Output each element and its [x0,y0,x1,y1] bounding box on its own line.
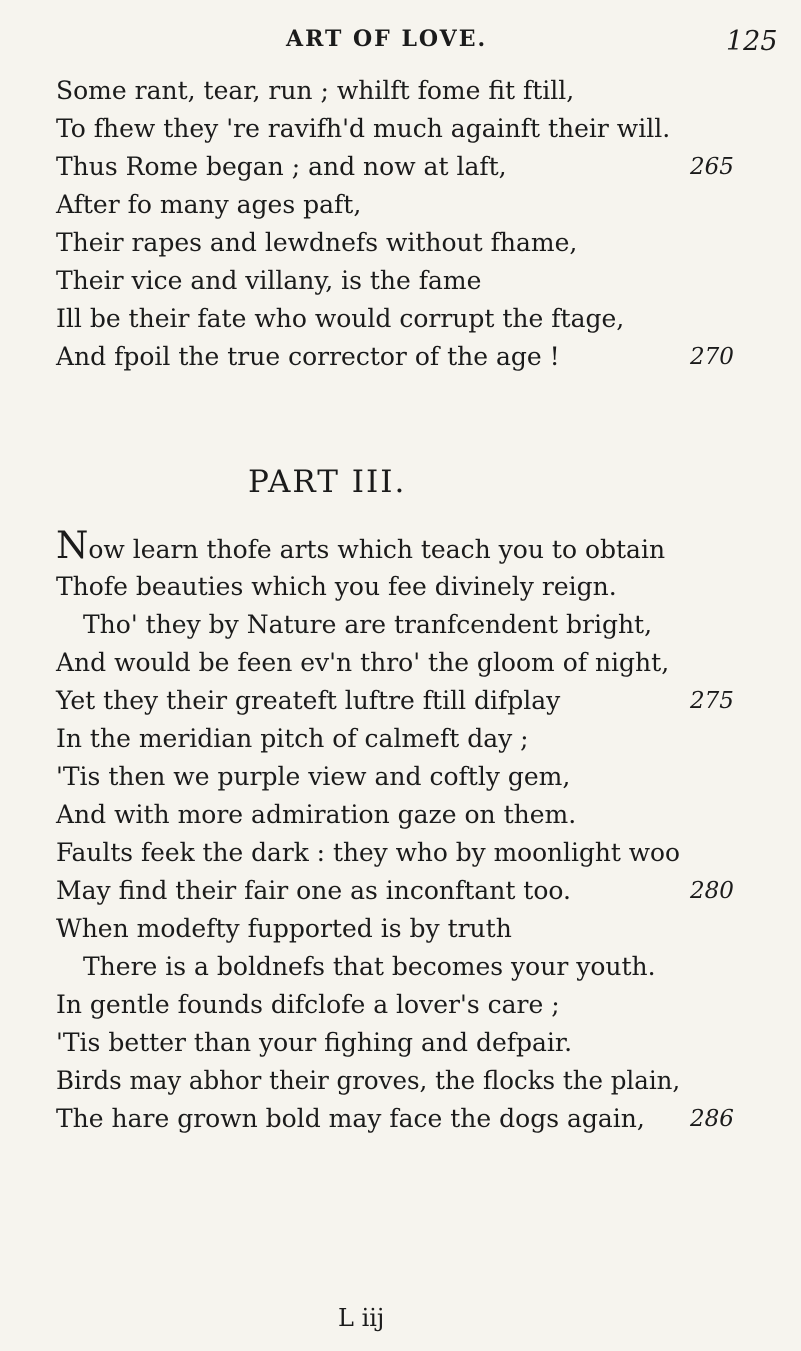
verse-line [0,834,801,872]
drop-cap: N [56,524,89,567]
verse-text: The hare grown bold may face the dogs again, [56,1104,645,1133]
verse-line [0,524,801,568]
verse-line [0,644,801,682]
verse-text: And would be feen ev'n thro' the gloom of night, [56,648,670,677]
verse-line [0,720,801,758]
verse-text: 'Tis then we purple view and coftly gem, [56,762,571,791]
verse-line [0,1062,801,1100]
verse-line [0,110,801,148]
verse-line [0,1138,801,1176]
verse-text: May find their fair one as inconftant too. [56,876,571,905]
verse-line [0,72,801,110]
verse-text: Ill be their fate who would corrupt the ftage, [56,304,625,333]
line-number: 275 [690,688,734,714]
verse-line [0,910,801,948]
verse-line [0,1100,801,1138]
verse-line [0,796,801,834]
verse-line [0,758,801,796]
line-number: 265 [690,154,734,180]
running-head: ART OF LOVE. [286,26,488,52]
page-number: 125 [726,26,778,57]
verse-text: And with more admiration gaze on them. [56,800,577,829]
verse-text: And fpoil the true corrector of the age ! [56,342,560,371]
verse-line [0,568,801,606]
verse-text: Faults feek the dark : they who by moonlight woo [56,838,680,867]
line-number: 270 [690,344,734,370]
verse-text: In gentle founds difclofe a lover's care ; [56,990,560,1019]
verse-line [0,262,801,300]
verse-line [0,1024,801,1062]
verse-text: Their vice and villany, is the fame [56,266,482,295]
verse-text: Tho' they by Nature are tranfcendent bright, [83,610,653,639]
verse-text: Some rant, tear, run ; whilft fome fit ftill, [56,76,575,105]
page-header [0,26,801,66]
verse-line [0,186,801,224]
verse-text: Thofe beauties which you fee divinely reign. [56,572,617,601]
verse-text: When modefty fupported is by truth [56,914,512,943]
verse-text: Thus Rome began ; and now at laft, [56,152,507,181]
verse-text: After fo many ages paft, [56,190,362,219]
verse-text: Birds may abhor their groves, the flocks the plain, [56,1066,681,1095]
verse-text-first [56,524,666,569]
line-number: 280 [690,878,734,904]
verse-line [0,224,801,262]
verse-text: 'Tis better than your fighing and defpair. [56,1028,573,1057]
signature-mark: L iij [338,1304,385,1332]
verse-text: In the meridian pitch of calmeft day ; [56,724,529,753]
verse-text: To fhew they 're ravifh'd much againft their will. [56,114,671,143]
verse-line [0,872,801,910]
verse-text: Yet they their greateft luftre ftill difplay [56,686,561,715]
verse-text: Their rapes and lewdnefs without fhame, [56,228,578,257]
verse-line [0,338,801,376]
verse-line [0,682,801,720]
verse-line [0,606,801,644]
verse-line [0,948,801,986]
verse-line [0,986,801,1024]
first-line-rest: ow learn thofe arts which teach you to obtain [88,535,666,564]
verse-text: There is a boldnefs that becomes your youth. [83,952,656,981]
line-number: 286 [690,1106,734,1132]
part-heading: PART III. [248,464,407,500]
verse-line [0,300,801,338]
verse-line [0,148,801,186]
